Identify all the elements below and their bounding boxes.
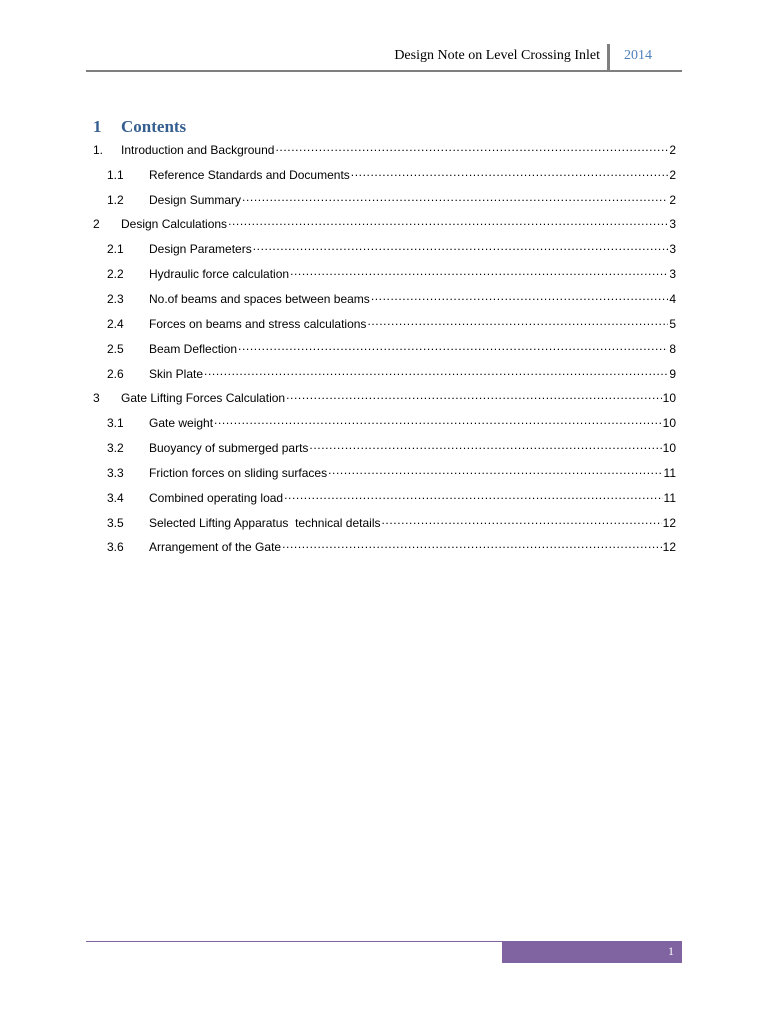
toc-entry-number: 2.3	[107, 292, 124, 306]
toc-entry-page: 11	[663, 491, 676, 505]
toc-entry-page: 2	[669, 193, 676, 207]
toc-entry-page: 5	[669, 317, 676, 331]
toc-entry[interactable]	[93, 413, 676, 431]
toc-leader-dots	[238, 339, 668, 353]
toc-entry[interactable]	[93, 264, 676, 282]
toc-entry-title: Hydraulic force calculation	[149, 267, 290, 281]
toc-entry-title: Design Summary	[149, 193, 242, 207]
toc-entry-number: 2.2	[107, 267, 124, 281]
toc-leader-dots	[204, 364, 668, 378]
footer-page-box	[502, 941, 682, 963]
toc-entry-number: 1.2	[107, 193, 124, 207]
header-rule	[86, 70, 682, 72]
toc-entry-number: 3.2	[107, 441, 124, 455]
toc-entry-number: 3.3	[107, 466, 124, 480]
toc-entry-title: Selected Lifting Apparatus technical details	[149, 516, 381, 530]
toc-entry-page: 10	[662, 441, 676, 455]
toc-leader-dots	[351, 165, 669, 179]
toc-entry-page: 3	[669, 267, 676, 281]
toc-entry[interactable]	[93, 537, 676, 555]
toc-entry-number: 3.5	[107, 516, 124, 530]
toc-entry-page: 2	[669, 168, 676, 182]
toc-entry[interactable]	[93, 438, 676, 456]
toc-entry-title: Gate weight	[149, 416, 214, 430]
toc-entry-number: 3	[93, 391, 100, 405]
toc-entry[interactable]	[93, 190, 676, 208]
toc-entry-title: Skin Plate	[149, 367, 204, 381]
toc-entry-number: 3.6	[107, 540, 124, 554]
toc-entry-number: 3.1	[107, 416, 124, 430]
toc-entry[interactable]	[93, 140, 676, 158]
toc-heading	[93, 117, 186, 137]
toc-entry-page: 10	[662, 391, 676, 405]
header-separator	[607, 44, 610, 72]
toc-entry-title: Introduction and Background	[121, 143, 275, 157]
toc-leader-dots	[282, 537, 662, 551]
footer-page-number: 1	[668, 944, 674, 958]
toc-entry[interactable]	[93, 488, 676, 506]
toc-leader-dots	[371, 289, 669, 303]
toc-leader-dots	[214, 413, 662, 427]
toc-entry-number: 3.4	[107, 491, 124, 505]
toc-leader-dots	[284, 488, 662, 502]
toc-entry-page: 12	[662, 540, 676, 554]
toc-leader-dots	[367, 314, 668, 328]
toc-heading-number: 1	[93, 117, 102, 136]
toc-entry-title: Beam Deflection	[149, 342, 238, 356]
toc-leader-dots	[286, 388, 662, 402]
header-title: Design Note on Level Crossing Inlet	[394, 48, 600, 63]
toc-entry-page: 3	[669, 217, 676, 231]
toc-entry[interactable]	[93, 289, 676, 307]
toc-entry-number: 2.6	[107, 367, 124, 381]
toc-entry-title: No.of beams and spaces between beams	[149, 292, 370, 306]
toc-entry-title: Forces on beams and stress calculations	[149, 317, 367, 331]
page-header	[86, 44, 682, 72]
toc-leader-dots	[253, 239, 669, 253]
toc-leader-dots	[275, 140, 668, 154]
toc-entry[interactable]	[93, 364, 676, 382]
toc-entry-title: Gate Lifting Forces Calculation	[121, 391, 286, 405]
toc-entry-title: Arrangement of the Gate	[149, 540, 282, 554]
toc-entry-page: 12	[662, 516, 676, 530]
footer-rule	[86, 941, 502, 942]
toc-entry[interactable]	[93, 388, 676, 406]
toc-leader-dots	[290, 264, 668, 278]
toc-entry-title: Design Calculations	[121, 217, 228, 231]
toc-entry-page: 4	[669, 292, 676, 306]
header-year: 2014	[624, 48, 652, 63]
toc-entry-title: Combined operating load	[149, 491, 284, 505]
toc-entry-page: 3	[669, 242, 676, 256]
toc-entry-number: 1.1	[107, 168, 124, 182]
toc-entry[interactable]	[93, 239, 676, 257]
toc-entry-number: 2	[93, 217, 100, 231]
toc-entry-number: 1.	[93, 143, 104, 157]
toc-entry[interactable]	[93, 463, 676, 481]
toc-entry-title: Design Parameters	[149, 242, 252, 256]
toc-entry[interactable]	[93, 513, 676, 531]
toc-entry-title: Friction forces on sliding surfaces	[149, 466, 328, 480]
toc-entry[interactable]	[93, 339, 676, 357]
toc-entry[interactable]	[93, 165, 676, 183]
toc-entry-page: 8	[669, 342, 676, 356]
toc-leader-dots	[381, 513, 661, 527]
toc-entry-page: 9	[669, 367, 676, 381]
toc-entry[interactable]	[93, 314, 676, 332]
toc-heading-title: Contents	[121, 117, 187, 136]
toc-entry-number: 2.5	[107, 342, 124, 356]
toc-leader-dots	[328, 463, 662, 477]
toc-leader-dots	[242, 190, 668, 204]
toc-leader-dots	[309, 438, 661, 452]
toc-entry-number: 2.1	[107, 242, 124, 256]
toc-entry-number: 2.4	[107, 317, 124, 331]
toc-entry-title: Buoyancy of submerged parts	[149, 441, 309, 455]
toc-leader-dots	[228, 214, 668, 228]
toc-entry-page: 2	[669, 143, 676, 157]
toc-entry-page: 10	[662, 416, 676, 430]
toc-entry-page: 11	[663, 466, 676, 480]
toc-entry-title: Reference Standards and Documents	[149, 168, 350, 182]
toc-entry[interactable]	[93, 214, 676, 232]
